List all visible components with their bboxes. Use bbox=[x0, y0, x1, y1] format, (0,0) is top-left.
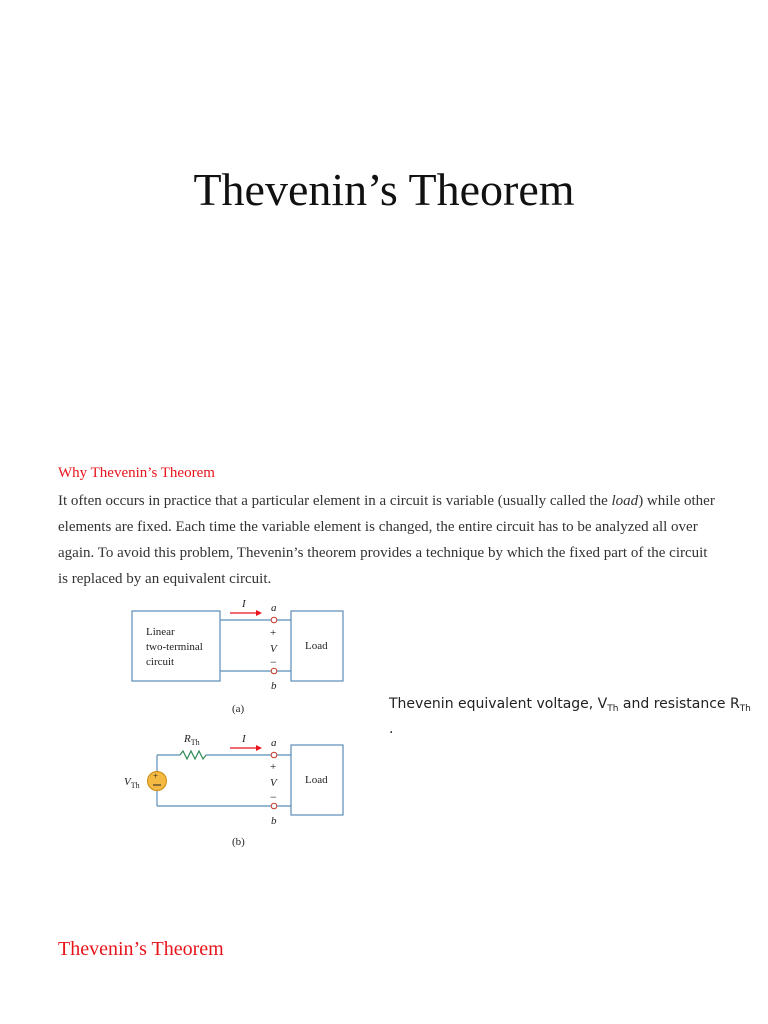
resistor-label-r: R bbox=[184, 733, 191, 745]
caption-sub-2: Th bbox=[739, 704, 751, 714]
section-heading: Why Thevenin’s Theorem bbox=[58, 465, 215, 481]
current-arrowhead-b bbox=[256, 745, 262, 751]
resistor-label-sub: Th bbox=[190, 738, 200, 747]
caption-text-3: . bbox=[389, 721, 394, 737]
terminal-b-node-a bbox=[271, 668, 277, 674]
current-label-a: I bbox=[242, 598, 246, 610]
minus-sign-a: − bbox=[270, 655, 277, 669]
block-line-3: circuit bbox=[146, 656, 175, 668]
footer-heading: Thevenin’s Theorem bbox=[58, 938, 224, 960]
terminal-b-label-a: b bbox=[271, 680, 277, 692]
caption-sub-1: Th bbox=[607, 704, 619, 714]
source-label bbox=[124, 776, 140, 790]
block-line-1: Linear bbox=[146, 626, 175, 638]
terminal-a-label-a: a bbox=[271, 602, 277, 614]
block-line-2: two-terminal bbox=[146, 641, 203, 653]
figure-caption bbox=[389, 694, 765, 739]
terminal-a-label-b: a bbox=[271, 737, 277, 749]
terminal-b-label-b: b bbox=[271, 815, 277, 827]
page-title: Thevenin’s Theorem bbox=[193, 164, 575, 215]
current-label-b: I bbox=[242, 733, 246, 745]
source-label-v: V bbox=[124, 776, 131, 788]
source-label-sub: Th bbox=[130, 781, 140, 790]
resistor-label bbox=[183, 733, 200, 747]
source-plus: + bbox=[153, 771, 159, 781]
body-paragraph bbox=[58, 488, 718, 592]
plus-sign-b: + bbox=[270, 761, 277, 773]
circuit-figure bbox=[118, 593, 358, 855]
paragraph-text-start: It often occurs in practice that a particular element in a circuit is variable (usually called the bbox=[58, 493, 612, 509]
caption-text-1: Thevenin equivalent voltage, V bbox=[389, 696, 608, 712]
voltage-label-a: V bbox=[270, 643, 277, 655]
caption-text-2: and resistance R bbox=[618, 696, 740, 712]
minus-sign-b: − bbox=[270, 790, 277, 804]
plus-sign-a: + bbox=[270, 627, 277, 639]
load-label-b: Load bbox=[305, 774, 328, 786]
terminal-b-node-b bbox=[271, 803, 277, 809]
load-label-a: Load bbox=[305, 640, 328, 652]
current-arrowhead-a bbox=[256, 610, 262, 616]
resistor-zigzag bbox=[180, 751, 206, 759]
figure-label-b: (b) bbox=[232, 836, 245, 848]
paragraph-emphasis-load: load bbox=[611, 493, 639, 509]
voltage-label-b: V bbox=[270, 777, 277, 789]
circuit-diagram bbox=[118, 593, 358, 855]
terminal-a-node-b bbox=[271, 752, 277, 758]
paragraph-text-end: ) while other elements are fixed. Each time the variable element is changed, the entire circuit has to be analyzed all over again. To avoid this problem, Thevenin’s theorem provides a technique by which the fixed part of the circuit is replaced by an equivalent circuit. bbox=[58, 493, 715, 587]
terminal-a-node-a bbox=[271, 617, 277, 623]
figure-label-a: (a) bbox=[232, 703, 245, 715]
